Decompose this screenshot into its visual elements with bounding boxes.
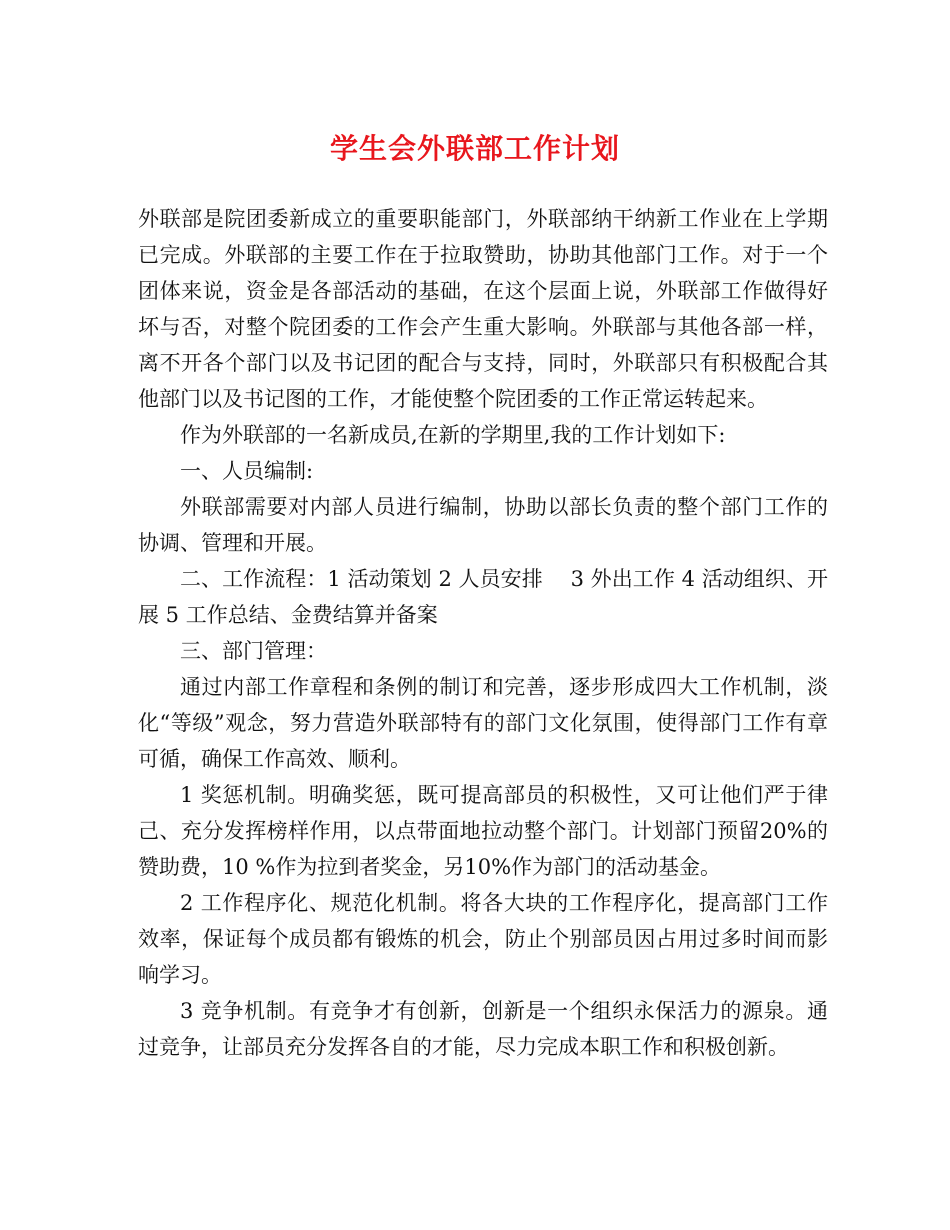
paragraph-plan-lead: 作为外联部的一名新成员,在新的学期里,我的工作计划如下: <box>180 423 726 447</box>
paragraph-intro: 外联部是院团委新成立的重要职能部门，外联部纳干纳新工作业在上学期已完成。外联部的主要工作在于拉取赞助，协助其他部门工作。对于一个团体来说，资金是各部活动的基础，在这个层面上说，外联部工作做得好坏与否，对整个院团委的工作会产生重大影响。外联部与其他各部一样，离不开各个部门以及书记团的配合与支持，同时，外联部只有积极配合其他部门以及书记图的工作，才能使整个院团委的工作正常运转起来。 <box>138 207 828 411</box>
paragraph-standardization-mechanism: 2 工作程序化、规范化机制。将各大块的工作程序化，提高部门工作效率，保证每个成员都有锻炼的机会，防止个别部员因占用过多时间而影响学习。 <box>138 891 828 987</box>
paragraph-competition-mechanism: 3 竞争机制。有竞争才有创新，创新是一个组织永保活力的源泉。通过竞争，让部员充分发挥各自的才能，尽力完成本职工作和积极创新。 <box>138 999 828 1059</box>
document-title: 学生会外联部工作计划 <box>329 132 620 165</box>
section-heading-management: 三、部门管理： <box>180 639 327 663</box>
section-workflow: 二、工作流程：1 活动策划 2 人员安排 3 外出工作 4 活动组织、开展 5 工作总结、金费结算并备案 <box>138 567 828 627</box>
paragraph-staffing: 外联部需要对内部人员进行编制，协助以部长负责的整个部门工作的协调、管理和开展。 <box>138 495 828 555</box>
document-body <box>138 201 828 1065</box>
paragraph-management: 通过内部工作章程和条例的制订和完善，逐步形成四大工作机制，淡化“等级”观念，努力营造外联部特有的部门文化氛围，使得部门工作有章可循，确保工作高效、顺利。 <box>138 675 828 771</box>
section-heading-staffing: 一、人员编制: <box>180 459 314 483</box>
paragraph-reward-mechanism: 1 奖惩机制。明确奖惩，既可提高部员的积极性，又可让他们严于律己、充分发挥榜样作用，以点带面地拉动整个部门。计划部门预留20%的赞助费，10 %作为拉到者奖金，另10%作为部门的活动基金。 <box>138 783 828 879</box>
